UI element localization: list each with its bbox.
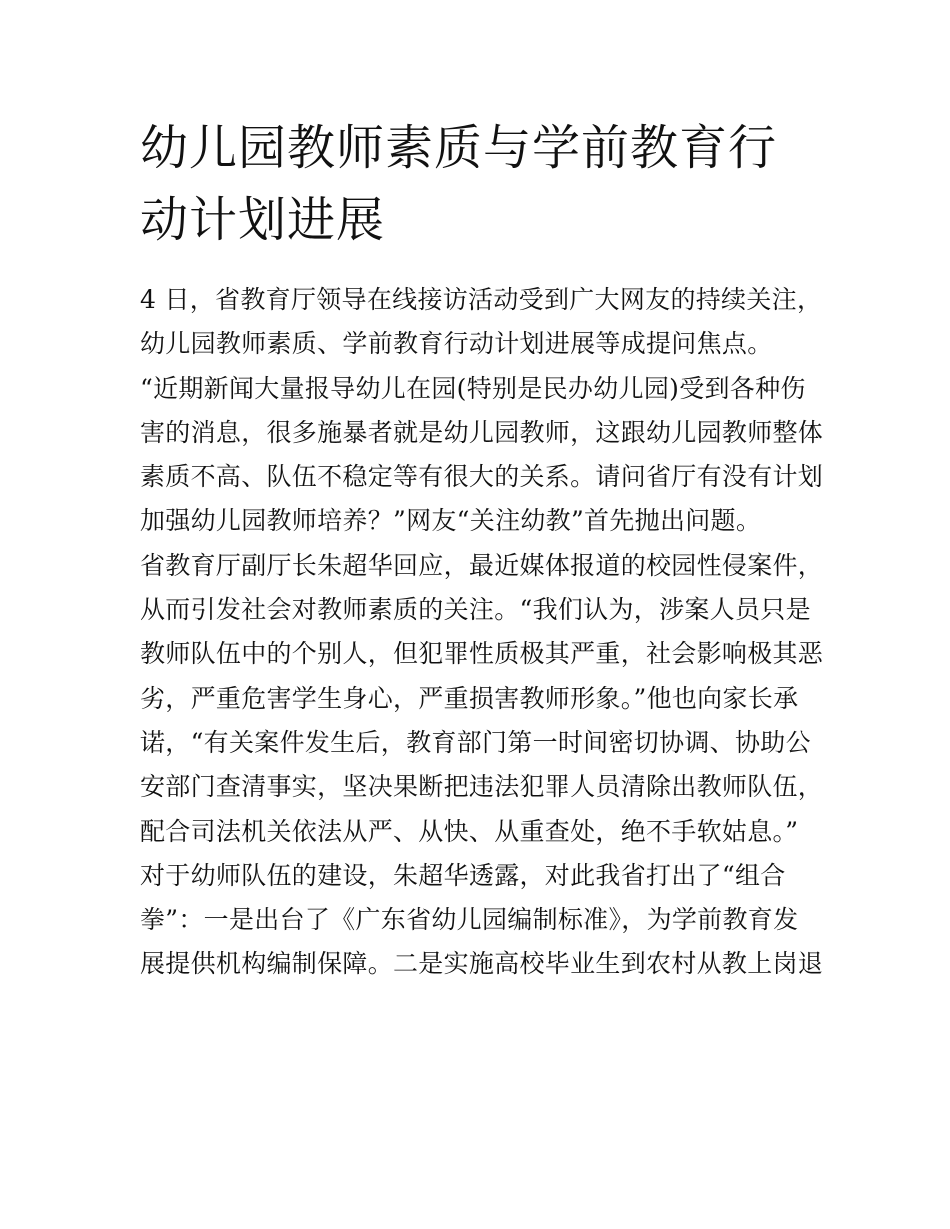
- document-title: [140, 112, 830, 256]
- body-line-3: “近期新闻大量报导幼儿在园(特别是民办幼儿园)受到各种伤: [140, 373, 806, 403]
- title-line-1: 幼儿园教师素质与学前教育行: [140, 120, 778, 176]
- body-line-8: 从而引发社会对教师素质的关注。“我们认为，涉案人员只是: [140, 595, 811, 625]
- body-line-12: 安部门查清事实，坚决果断把违法犯罪人员清除出教师队伍，: [140, 772, 824, 802]
- title-line-2: 动计划进展: [140, 192, 386, 248]
- document-body: [140, 278, 830, 987]
- body-line-1: 4 日，省教育厅领导在线接访活动受到广大网友的持续关注，: [140, 285, 823, 314]
- body-line-5: 素质不高、队伍不稳定等有很大的关系。请问省厅有没有计划: [140, 462, 824, 492]
- body-line-10: 劣，严重危害学生身心，严重损害教师形象。”他也向家长承: [140, 683, 799, 713]
- body-line-9: 教师队伍中的个别人，但犯罪性质极其严重，社会影响极其恶: [140, 639, 824, 669]
- body-line-7: 省教育厅副厅长朱超华回应，最近媒体报道的校园性侵案件，: [140, 550, 824, 580]
- body-line-16: 展提供机构编制保障。二是实施高校毕业生到农村从教上岗退: [140, 949, 824, 979]
- body-line-13: 配合司法机关依法从严、从快、从重查处，绝不手软姑息。”: [140, 816, 799, 846]
- body-line-11: 诺，“有关案件发生后，教育部门第一时间密切协调、协助公: [140, 727, 811, 757]
- body-line-6: 加强幼儿园教师培养？”网友“关注幼教”首先抛出问题。: [140, 506, 762, 536]
- body-line-14: 对于幼师队伍的建设，朱超华透露，对此我省打出了“组合: [140, 860, 786, 890]
- body-line-4: 害的消息，很多施暴者就是幼儿园教师，这跟幼儿园教师整体: [140, 417, 824, 447]
- body-line-2: 幼儿园教师素质、学前教育行动计划进展等成提问焦点。: [140, 329, 773, 359]
- body-line-15: 拳”：一是出台了《广东省幼儿园编制标准》，为学前教育发: [140, 905, 799, 935]
